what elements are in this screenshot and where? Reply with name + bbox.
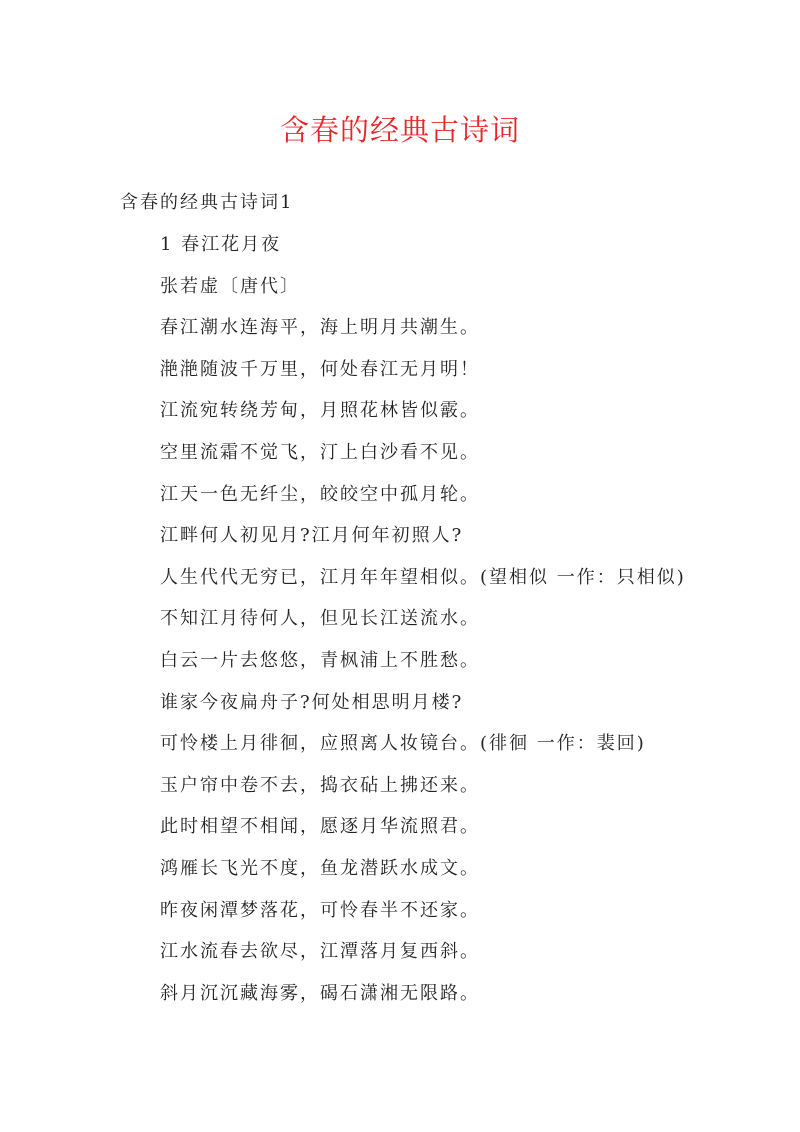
poem-line: 滟滟随波千万里，何处春江无月明！ [160, 358, 480, 380]
poem-line: 玉户帘中卷不去，捣衣砧上拂还来。 [160, 774, 480, 796]
poem-line: 江水流春去欲尽，江潭落月复西斜。 [160, 941, 480, 963]
poem-line: 江畔何人初见月?江月何年初照人? [160, 525, 464, 547]
poem-line: 鸿雁长飞光不度，鱼龙潜跃水成文。 [160, 857, 480, 879]
poem-line: 张若虚〔唐代〕 [160, 275, 300, 297]
poem-line: 1 春江花月夜 [160, 234, 282, 255]
poem-line: 谁家今夜扁舟子?何处相思明月楼? [160, 691, 464, 713]
poem-body [160, 230, 780, 1020]
poem-line: 春江潮水连海平，海上明月共潮生。 [160, 317, 480, 339]
poem-line: 此时相望不相闻，愿逐月华流照君。 [160, 816, 480, 838]
poem-line: 江流宛转绕芳甸，月照花林皆似霰。 [160, 400, 480, 422]
poem-line: 斜月沉沉藏海雾，碣石潇湘无限路。 [160, 982, 480, 1004]
section-heading: 含春的经典古诗词1 [120, 192, 294, 213]
poem-line: 人生代代无穷已，江月年年望相似。(望相似 一作：只相似) [160, 566, 686, 588]
poem-line: 昨夜闲潭梦落花，可怜春半不还家。 [160, 899, 480, 921]
poem-line: 白云一片去悠悠，青枫浦上不胜愁。 [160, 649, 480, 671]
page-title: 含春的经典古诗词 [279, 113, 520, 147]
poem-line: 不知江月待何人，但见长江送流水。 [160, 608, 480, 630]
poem-line: 空里流霜不觉飞，汀上白沙看不见。 [160, 441, 480, 463]
poem-line: 可怜楼上月徘徊，应照离人妆镜台。(徘徊 一作：裴回) [160, 733, 646, 755]
poem-line: 江天一色无纤尘，皎皎空中孤月轮。 [160, 483, 480, 505]
